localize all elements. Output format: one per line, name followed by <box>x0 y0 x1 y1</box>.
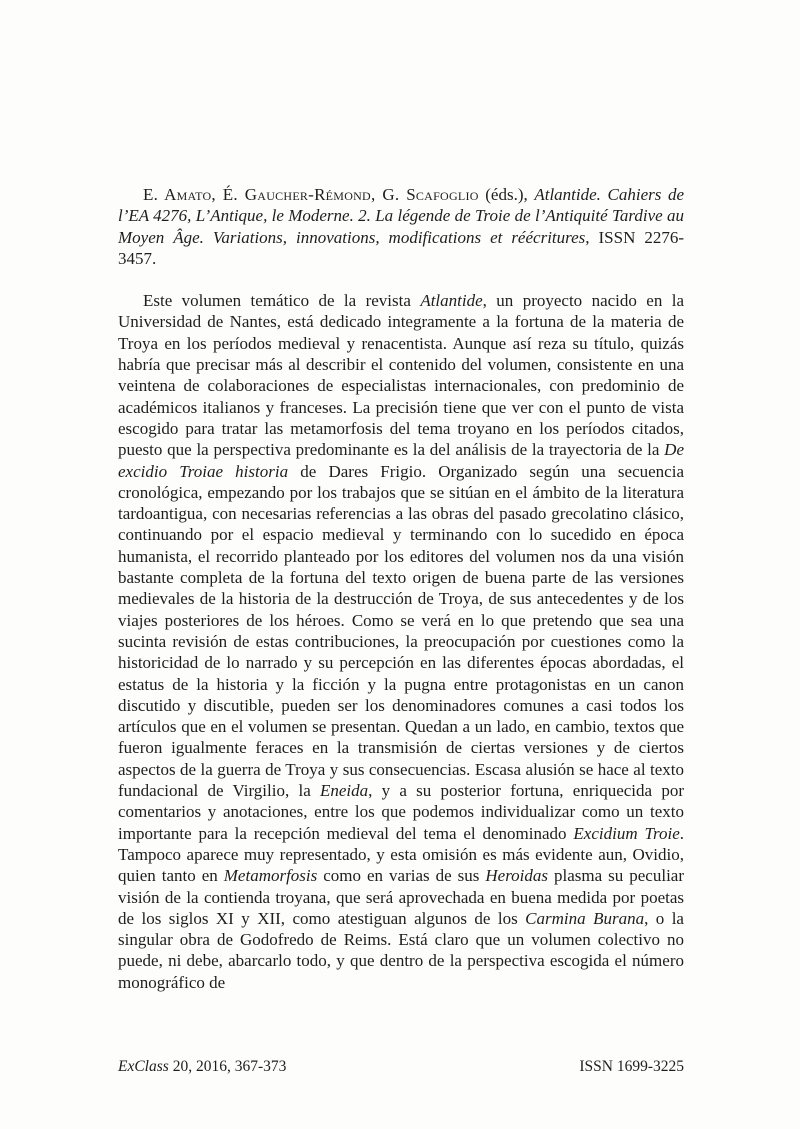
journal-citation <box>118 1057 286 1076</box>
review-body-paragraph <box>118 290 684 993</box>
text-segment: 20, 2016, 367-373 <box>168 1058 287 1075</box>
text-segment: Atlantide <box>420 291 483 311</box>
text-block <box>118 184 684 993</box>
text-segment: Carmina Burana <box>525 908 645 928</box>
text-segment: , y a su posterior fortuna, enriquecida por comentarios y anotaciones, entre los que podemos individualizar como un texto importante para la recepción medieval del tema el denominado <box>118 781 684 843</box>
issn-label: ISSN 1699-3225 <box>579 1058 684 1075</box>
text-segment: Atlantide. Cahiers de l’EA 4276, L’Antique, le Moderne. 2. La légende de Troie de l’Antiquité Tardive au Moyen Âge. Variations, innovations, modifications et réécritures <box>118 185 685 247</box>
text-segment: Metamorfosis <box>223 866 318 886</box>
text-segment: Eneida <box>319 781 369 801</box>
text-segment: Heroidas <box>485 866 549 886</box>
text-segment: De excidio Troiae historia <box>118 440 684 481</box>
text-segment: (éds.), <box>478 185 535 204</box>
text-segment: plasma su peculiar visión de la contienda troyana, que será aprovechada en buena medida por poetas de los siglos XI y XII, como atestiguan algunos de los <box>118 866 685 928</box>
text-segment: como en varias de sus <box>317 866 486 886</box>
reviewed-work-citation <box>118 184 684 269</box>
text-segment: , o la singular obra de Godofredo de Reims. Está claro que un volumen colectivo no puede, ni debe, abarcarlo todo, y que dentro de la perspectiva escogida el número monográfico de <box>118 908 684 992</box>
text-segment: Este volumen temático de la revista <box>143 291 421 311</box>
text-segment: , ISSN 2276-3457. <box>118 227 684 268</box>
text-segment: , un proyecto nacido en la Universidad de Nantes, está dedicado integramente a la fortuna de la materia de Troya en los períodos medieval y renacentista. Aunque así reza su título, quizás habría que precisar más al describir el contenido del volumen, consistente en una veintena de colaboraciones de especialistas internacionales, con predominio de académicos italianos y franceses. La precisión tiene que ver con el punto de vista escogido para tratar las metamorfosis del tema troyano en los períodos citados, puesto que la perspectiva predominante es la del análisis de la trayectoria de la <box>118 291 684 460</box>
text-segment: ExClass <box>118 1058 169 1075</box>
text-segment: E. Amato, É. Gaucher-Rémond, G. Scafoglio <box>143 185 479 204</box>
page-footer <box>118 1057 684 1076</box>
text-segment: . Tampoco aparece muy representado, y esta omisión es más evidente aun, Ovidio, quien tanto en <box>118 823 685 886</box>
text-segment: Excidium Troie <box>573 823 680 843</box>
text-segment: de Dares Frigio. Organizado según una secuencia cronológica, empezando por los trabajos que se sitúan en el ámbito de la literatura tardoantigua, con necesarias referencias a las obras del pasado grecolatino clásico, continuando por el espacio medieval y terminando con lo sucedido en época humanista, el recorrido planteado por los editores del volumen nos da una visión bastante completa de la fortuna del texto origen de buena parte de las versiones medievales de la historia de la destrucción de Troya, de sus antecedentes y de los viajes posteriores de los héroes. Como se verá en lo que pretendo que sea una sucinta revisión de estas contribuciones, la preocupación por cuestiones como la historicidad de lo narrado y su percepción en las diferentes épocas abordadas, el estatus de la historia y la ficción y la pugna entre protagonistas en un canon discutido y discutible, pueden ser los denominadores comunes a casi todos los artículos que en el volumen se presentan. Quedan a un lado, en cambio, textos que fueron igualmente feraces en la transmisión de ciertas versiones y de ciertos aspectos de la guerra de Troya y sus consecuencias. Escasa alusión se hace al texto fundacional de Virgilio, la <box>118 461 685 801</box>
